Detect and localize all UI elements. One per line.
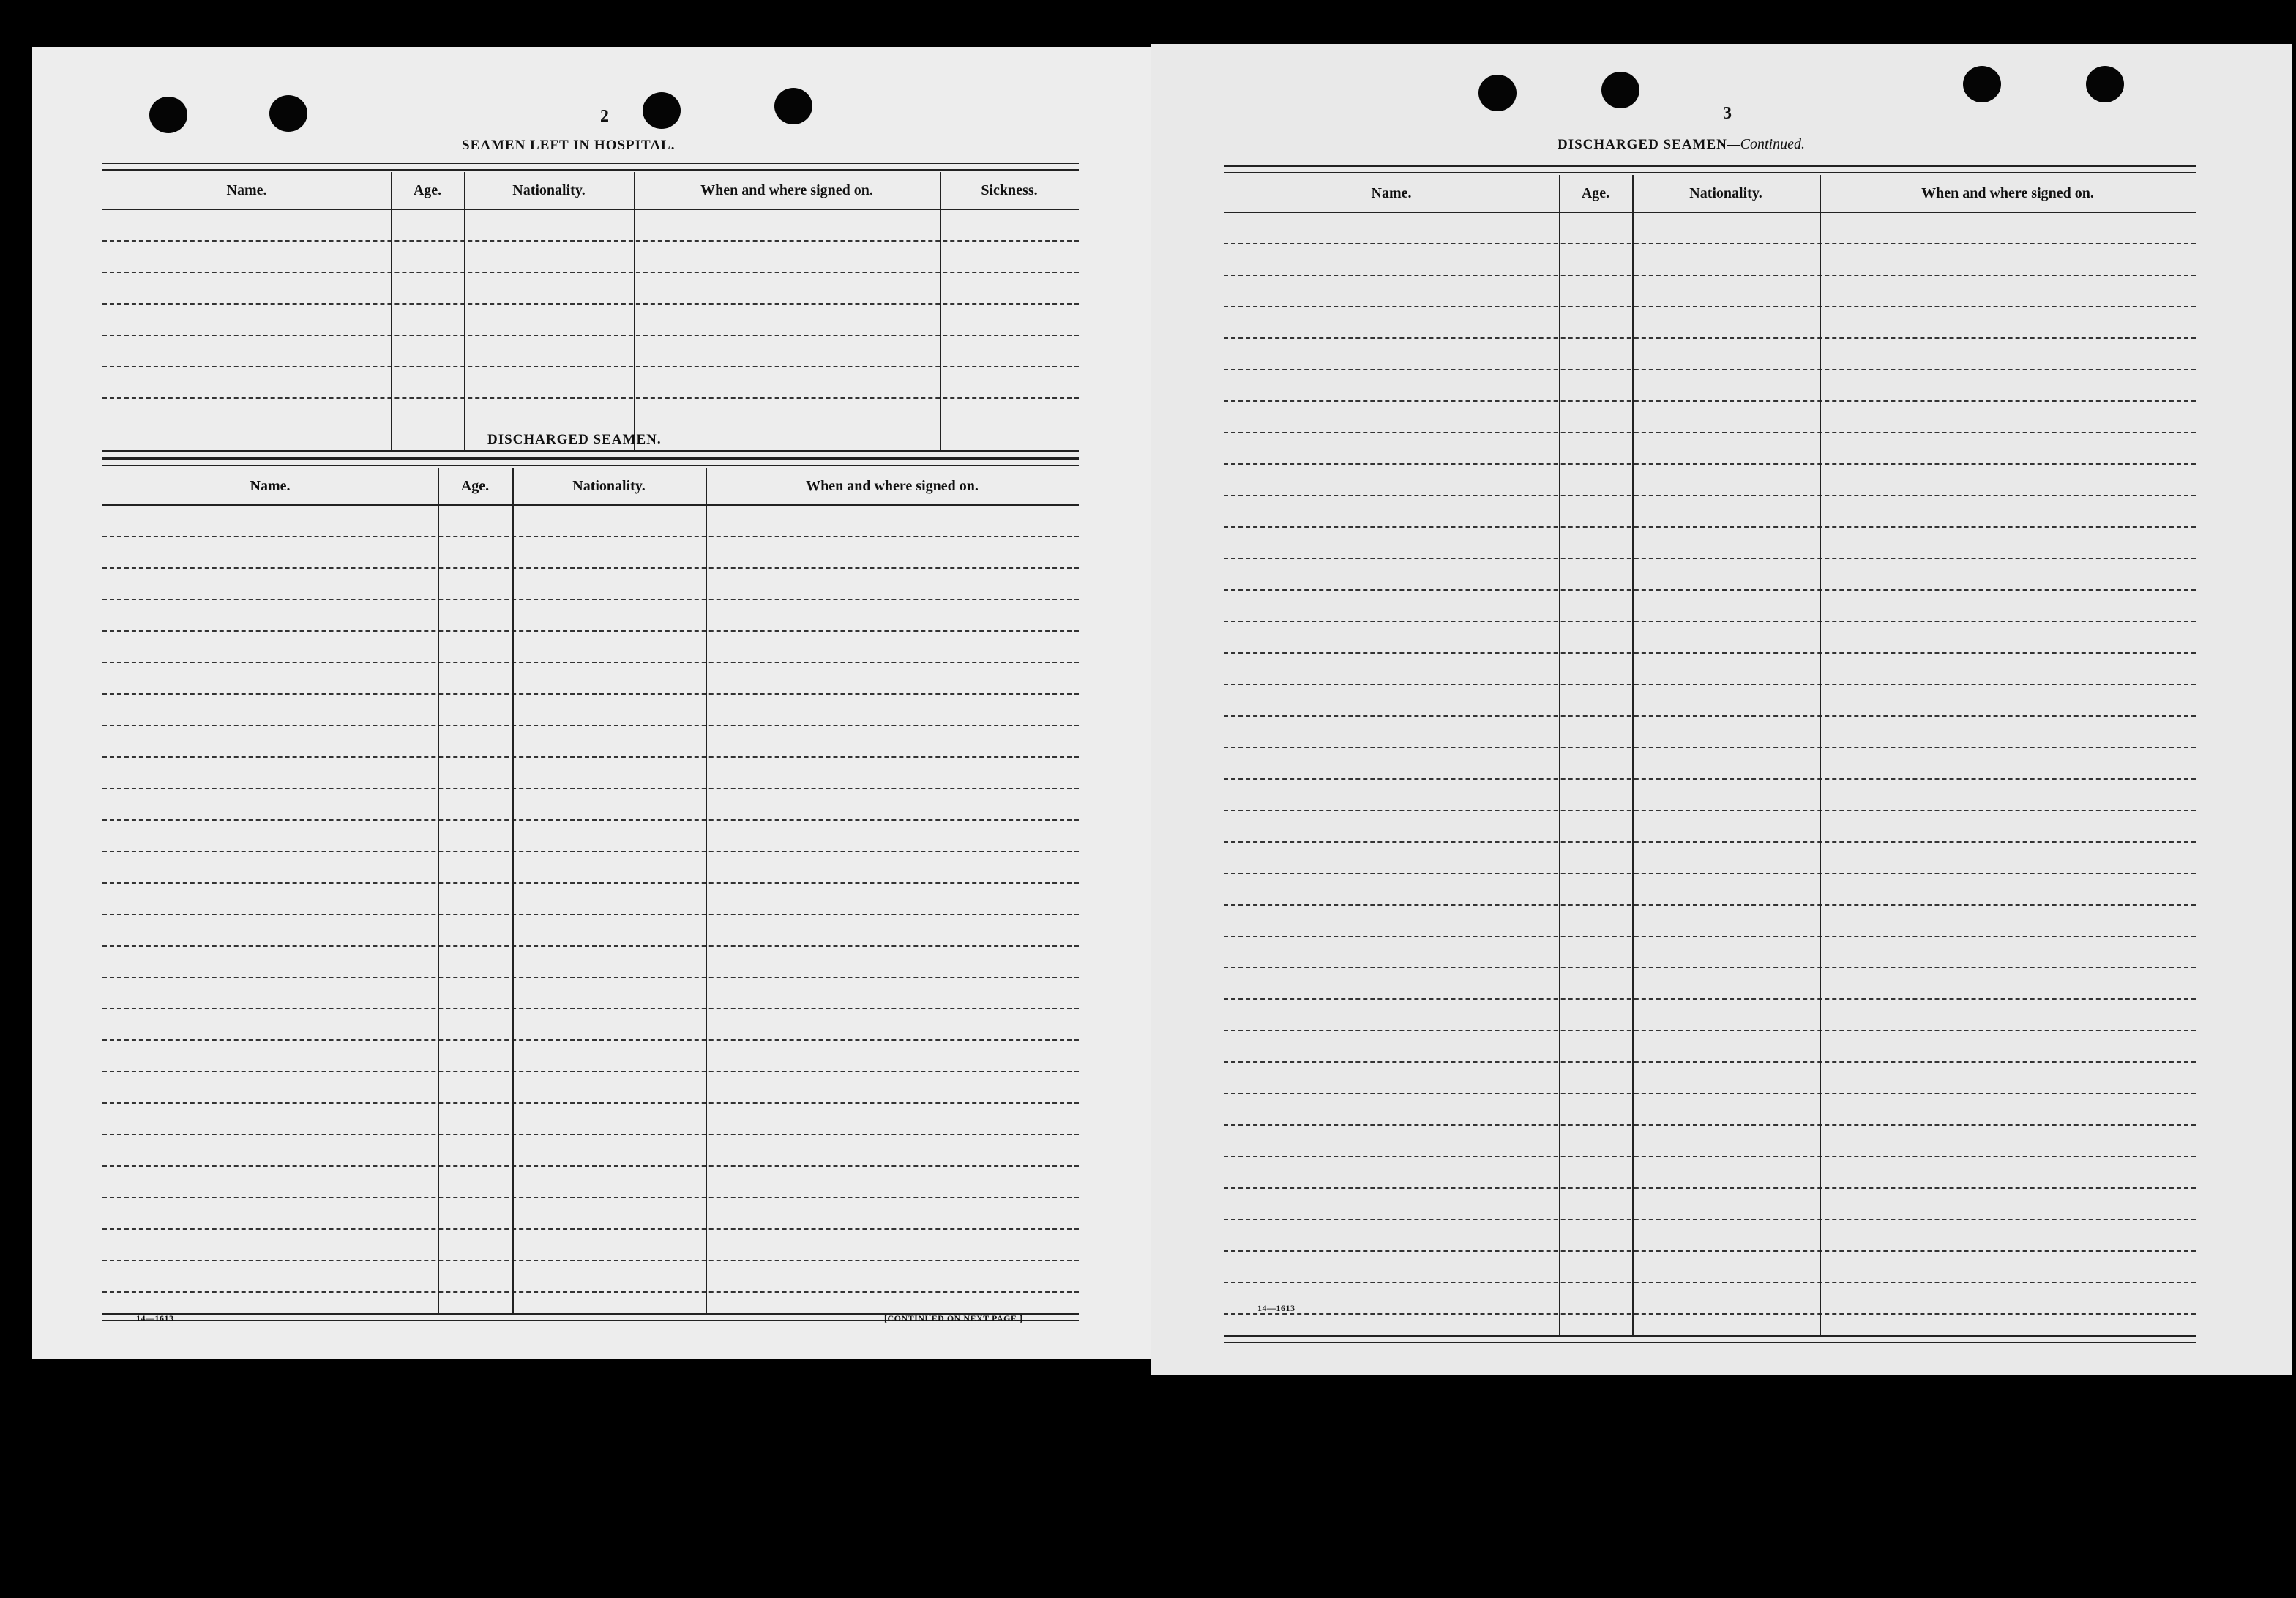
table-row [1224,1094,2196,1126]
table-row [1224,339,2196,370]
table-row [102,336,1079,367]
table-row [1224,591,2196,622]
table-row [1224,213,2196,244]
table-row [102,758,1079,789]
table-row [1224,433,2196,465]
table-row [102,1230,1079,1261]
table-row [102,537,1079,569]
punch-hole [269,95,307,132]
table-row [1224,1220,2196,1252]
table-row [102,1167,1079,1198]
punch-hole [149,97,187,133]
table-row [102,506,1079,537]
table-row [102,367,1079,399]
column-header-nationality: Nationality. [512,182,586,198]
table-row [102,695,1079,726]
discharged-continued-title-suffix: —Continued. [1727,136,1805,152]
discharged-continued-table [1224,165,2196,1351]
table-rows [102,210,1079,399]
column-header-age: Age. [1581,185,1610,201]
table-row [1224,307,2196,339]
table-rows [102,506,1079,1293]
table-row [1224,906,2196,937]
table-row [1224,1283,2196,1315]
table-row [102,726,1079,758]
table-row [1224,1031,2196,1063]
hospital-table [102,163,1079,457]
table-row [1224,937,2196,968]
page-number: 2 [600,107,609,126]
punch-hole [774,88,812,124]
discharged-continued-title [1558,136,1805,153]
table-row [1224,402,2196,433]
table-row [102,1261,1079,1293]
table-row [1224,559,2196,591]
table-row [102,947,1079,978]
table-row [102,210,1079,242]
column-header-age: Age. [460,478,490,494]
discharged-table [102,458,1079,1322]
table-row [102,1072,1079,1104]
form-number: 14—1613 [136,1313,174,1323]
punch-hole [2086,66,2124,102]
table-row [1224,843,2196,874]
punch-hole [1478,75,1517,111]
table-rows [1224,213,2196,1315]
punch-hole [643,92,681,129]
table-row [1224,811,2196,843]
column-header-name: Name. [250,478,291,494]
discharged-continued-title-main: DISCHARGED SEAMEN [1558,137,1727,152]
column-header-age: Age. [413,182,442,198]
table-row [102,663,1079,695]
table-row [1224,685,2196,717]
table-header [102,172,1079,210]
table-row [1224,622,2196,654]
table-row [1224,1063,2196,1094]
table-row [102,852,1079,884]
table-row [102,1198,1079,1230]
hospital-section-title: SEAMEN LEFT IN HOSPITAL. [462,138,676,153]
table-row [1224,244,2196,276]
table-header [102,468,1079,506]
form-number: 14—1613 [1257,1303,1295,1313]
punch-hole [1963,66,2001,102]
continued-note: [CONTINUED ON NEXT PAGE.] [884,1313,1023,1323]
table-row [1224,1126,2196,1157]
right-page [1151,44,2292,1375]
table-row [1224,1157,2196,1189]
table-row [1224,780,2196,811]
table-row [1224,465,2196,496]
column-header-nationality: Nationality. [1689,185,1762,201]
column-header-signed-on: When and where signed on. [700,182,873,198]
table-row [1224,654,2196,685]
table-row [102,915,1079,947]
table-row [102,273,1079,305]
table-row [102,1009,1079,1041]
table-row [1224,748,2196,780]
column-header-name: Name. [226,182,267,198]
table-row [102,600,1079,632]
column-header-signed-on: When and where signed on. [806,478,979,494]
table-row [102,821,1079,852]
table-row [102,305,1079,336]
table-row [1224,968,2196,1000]
discharged-section-title: DISCHARGED SEAMEN. [487,432,662,447]
table-row [102,242,1079,273]
table-row [1224,370,2196,402]
column-header-name: Name. [1371,185,1412,201]
table-row [1224,276,2196,307]
table-row [1224,1000,2196,1031]
table-row [102,978,1079,1009]
table-row [102,632,1079,663]
column-header-signed-on: When and where signed on. [1921,185,2094,201]
table-row [1224,1252,2196,1283]
page-number: 3 [1723,104,1732,123]
table-row [1224,528,2196,559]
column-header-nationality: Nationality. [572,478,646,494]
table-row [1224,496,2196,528]
table-row [1224,1189,2196,1220]
punch-hole [1601,72,1639,108]
table-header [1224,175,2196,213]
table-row [102,789,1079,821]
left-page [32,47,1159,1359]
column-header-sickness: Sickness. [981,182,1038,198]
table-row [102,1104,1079,1135]
table-row [1224,717,2196,748]
table-row [102,1135,1079,1167]
table-row [102,569,1079,600]
table-row [102,1041,1079,1072]
table-row [1224,874,2196,906]
table-row [102,884,1079,915]
